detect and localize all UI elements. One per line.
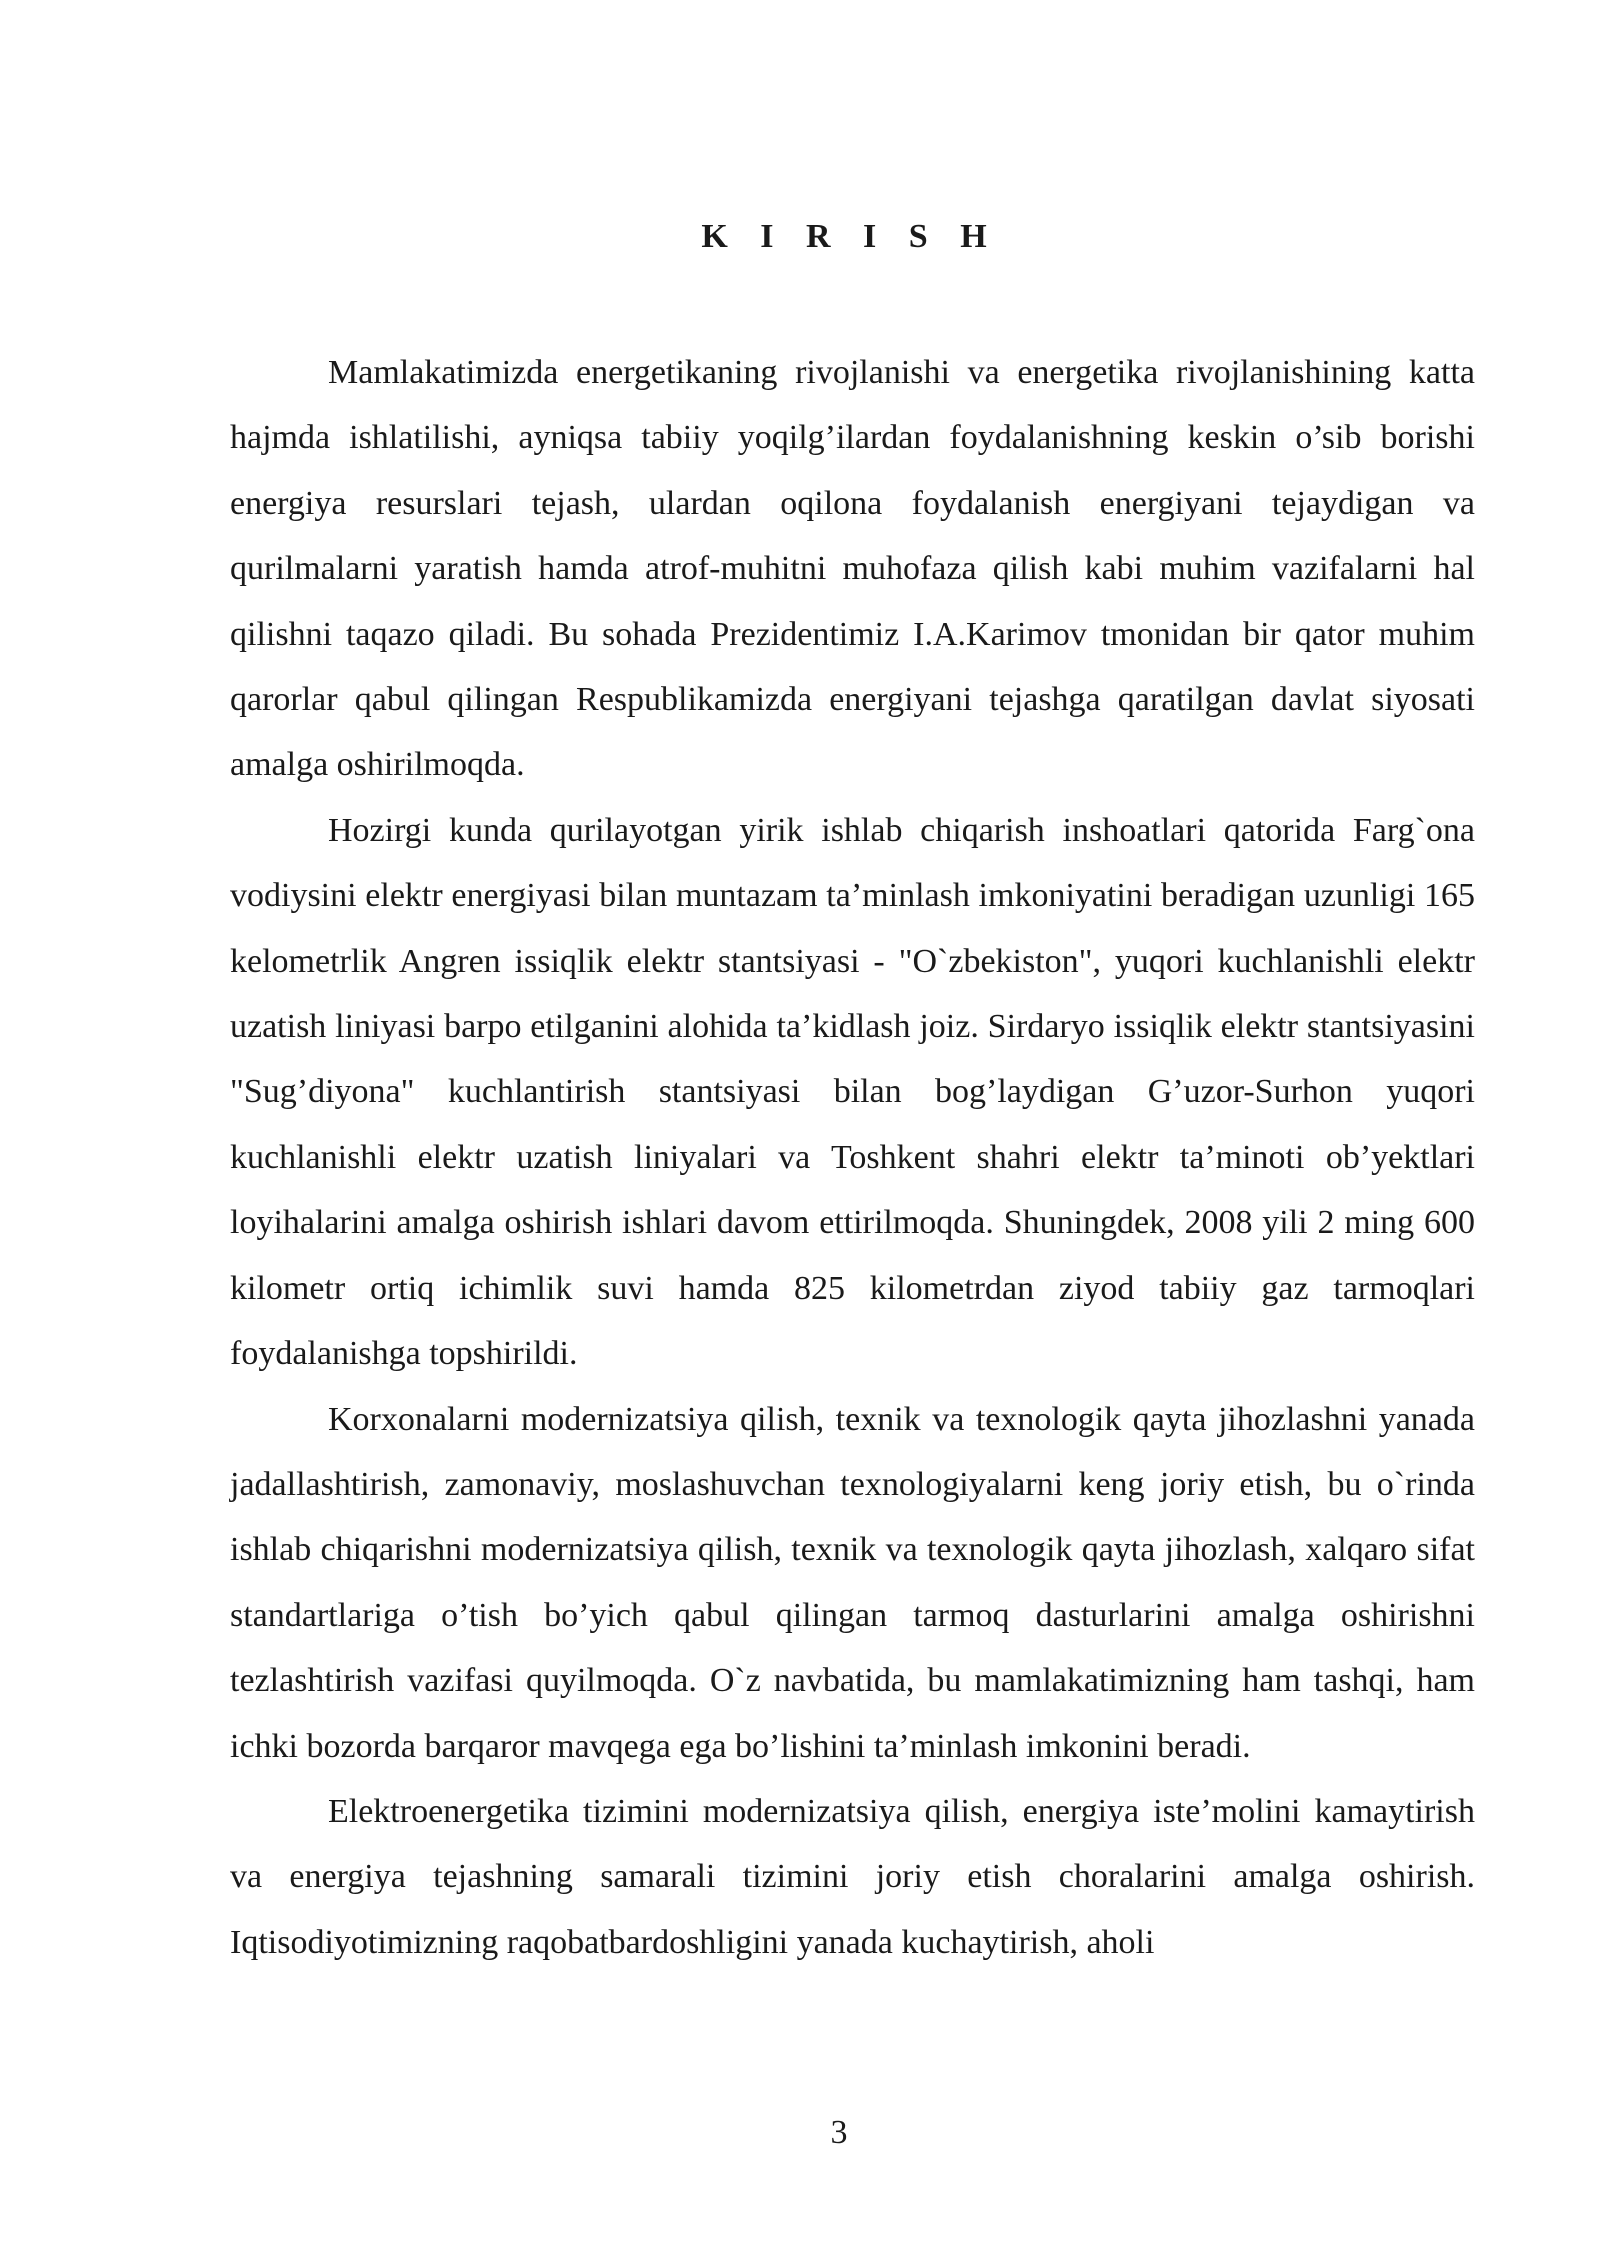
paragraph-3: Korxonalarni modernizatsiya qilish, texnik va texnologik qayta jihozlashni yanada jadallashtirish, zamonaviy, moslashuvchan texnologiyalarni keng joriy etish, bu o`rinda ishlab chiqarishni modernizatsiya qilish, texnik va texnologik qayta jihozlash, xalqaro sifat standartlariga o’tish bo’yich qabul qilingan tarmoq dasturlarini amalga oshirishni tezlashtirish vazifasi quyilmoqda. O`z navbatida, bu mamlakatimizning ham tashqi, ham ichki bozorda barqaror mavqega ega bo’lishini ta’minlash imkonini beradi. bbox=[230, 1400, 1475, 1765]
paragraph-2: Hozirgi kunda qurilayotgan yirik ishlab chiqarish inshoatlari qatorida Farg`ona vodiysini elektr energiyasi bilan muntazam ta’minlash imkoniyatini beradigan uzunligi 165 kelometrlik Angren issiqlik elektr stantsiyasi - "O`zbekiston", yuqori kuchlanishli elektr uzatish liniyasi barpo etilganini alohida ta’kidlash joiz. Sirdaryo issiqlik elektr stantsiyasini "Sug’diyona" kuchlantirish stantsiyasi bilan bog’laydigan G’uzor-Surhon yuqori kuchlanishli elektr uzatish liniyalari va Toshkent shahri elektr ta’minoti ob’yektlari loyihalarini amalga oshirish ishlari davom ettirilmoqda. Shuningdek, 2008 yili 2 ming 600 kilometr ortiq ichimlik suvi hamda 825 kilometrdan ziyod tabiiy gaz tarmoqlari foydalanishga topshirildi. bbox=[230, 811, 1475, 1373]
body-text bbox=[230, 340, 1475, 1975]
paragraph-1: Mamlakatimizda energetikaning rivojlanishi va energetika rivojlanishining katta hajmda ishlatilishi, ayniqsa tabiiy yoqilg’ilardan foydalanishning keskin o’sib borishi energiya resurslari tejash, ulardan oqilona foydalanish energiyani tejaydigan va qurilmalarni yaratish hamda atrof-muhitni muhofaza qilish kabi muhim vazifalarni hal qilishni taqazo qiladi. Bu sohada Prezidentimiz I.A.Karimov tmonidan bir qator muhim qarorlar qabul qilingan Respublikamizda energiyani tejashga qaratilgan davlat siyosati amalga oshirilmoqda. bbox=[230, 354, 1475, 784]
page-number: 3 bbox=[830, 2114, 848, 2151]
page-title: K I R I S H bbox=[701, 218, 999, 255]
paragraph-4: Elektroenergetika tizimini modernizatsiya qilish, energiya iste’molini kamaytirish va energiya tejashning samarali tizimini joriy etish choralarini amalga oshirish. Iqtisodiyotimizning raqobatbardoshligini yanada kuchaytirish, aholi bbox=[230, 1792, 1475, 1961]
